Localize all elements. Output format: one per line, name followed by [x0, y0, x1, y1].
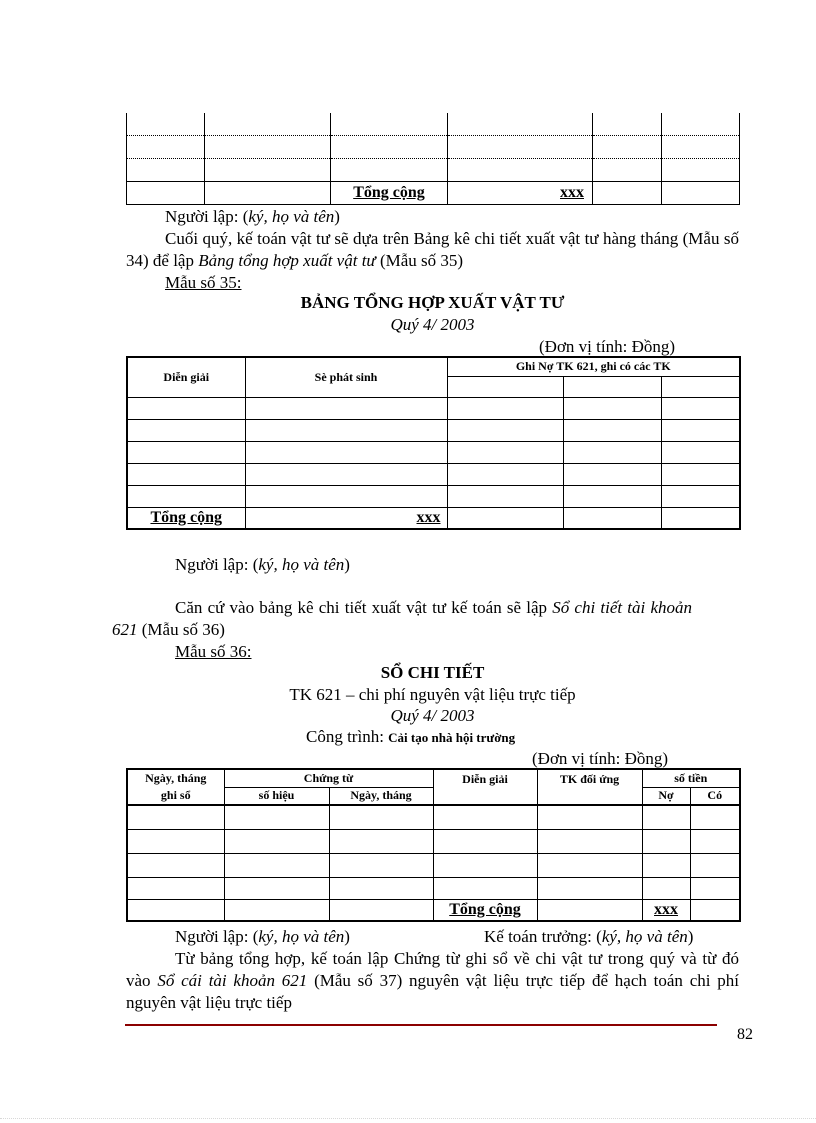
- form35-table: [126, 356, 741, 530]
- form36-title: SỔ CHI TIẾT: [380, 663, 485, 682]
- form36-total-label: Tổng cộng: [433, 899, 537, 921]
- form36-col-ngay-thang: Ngày, tháng: [329, 787, 433, 805]
- form36-col-co: Có: [690, 787, 740, 805]
- form36-total-row: [127, 899, 740, 921]
- form36-col-chung-tu: Chứng từ: [224, 769, 433, 787]
- form35-total-row: [127, 507, 740, 529]
- form35-col-dien-giai: Diễn giải: [127, 357, 245, 397]
- nguoi-lap-1: Người lập: (ký, họ và tên): [165, 207, 340, 226]
- form35-col-ghi-no: Ghi Nợ TK 621, ghi có các TK: [447, 357, 740, 376]
- form36-col-dien-giai: Diễn giải: [433, 769, 537, 805]
- form35-total-value: xxx: [245, 507, 447, 529]
- form36-col-so-tien: số tiền: [642, 769, 740, 787]
- form35-unit: (Đơn vị tính: Đồng): [539, 337, 676, 356]
- form35-subtitle: Quý 4/ 2003: [390, 315, 475, 334]
- form36-cong-trinh: Công trình: Cải tạo nhà hội trường: [306, 727, 516, 746]
- form35-col-so-phat-sinh: Sè phát sinh: [245, 357, 447, 397]
- ke-toan-truong: Kế toán trưởng: (ký, họ và tên): [484, 927, 694, 946]
- page-edge: [0, 1118, 816, 1119]
- form36-quarter: Quý 4/ 2003: [390, 706, 475, 725]
- nguoi-lap-2: Người lập: (ký, họ và tên): [175, 555, 350, 574]
- form36-col-ngay-ghi-so: Ngày, tháng ghi sổ: [127, 769, 224, 805]
- footer-rule: [125, 1024, 717, 1026]
- page-number: 82: [737, 1026, 753, 1043]
- form36-total-value: xxx: [642, 899, 690, 921]
- form36-subtitle: TK 621 – chi phí nguyên vật liệu trực tiếp: [289, 685, 576, 704]
- mau-so-35-label: Mẫu số 35:: [165, 273, 242, 292]
- top-table: [126, 113, 740, 205]
- form36-col-so-hieu: số hiệu: [224, 787, 329, 805]
- form35-total-label: Tổng cộng: [127, 507, 245, 529]
- mau-so-36-label: Mẫu số 36:: [175, 642, 252, 661]
- top-table-total-label: Tổng cộng: [331, 182, 448, 205]
- top-table-total-row: [127, 182, 740, 205]
- paragraph-1: Cuối quý, kế toán vật tư sẽ dựa trên Bảng kê chi tiết xuất vật tư hàng tháng (Mẫu số 34) để lập Bảng tổng hợp xuất vật tư (Mẫu số 35): [126, 229, 739, 270]
- nguoi-lap-3: Người lập: (ký, họ và tên): [175, 927, 350, 946]
- paragraph-3: Từ bảng tổng hợp, kế toán lập Chứng từ ghi sổ về chi vật tư trong quý và từ đó vào Sổ cái tài khoản 621 (Mẫu số 37) nguyên vật liệu trực tiếp để hạch toán chi phí nguyên vật liệu trực tiếp: [126, 949, 740, 1012]
- form36-unit: (Đơn vị tính: Đồng): [532, 749, 669, 768]
- paragraph-2: Căn cứ vào bảng kê chi tiết xuất vật tư kế toán sẽ lập Sổ chi tiết tài khoản 621 (Mẫu số 36): [112, 598, 692, 639]
- top-table-total-value: xxx: [448, 182, 593, 205]
- form36-table: [126, 768, 741, 922]
- form36-col-no: Nợ: [642, 787, 690, 805]
- form36-col-tk-doi-ung: TK đối ứng: [537, 769, 642, 805]
- form35-title: BẢNG TỔNG HỢP XUẤT VẬT TƯ: [300, 293, 565, 312]
